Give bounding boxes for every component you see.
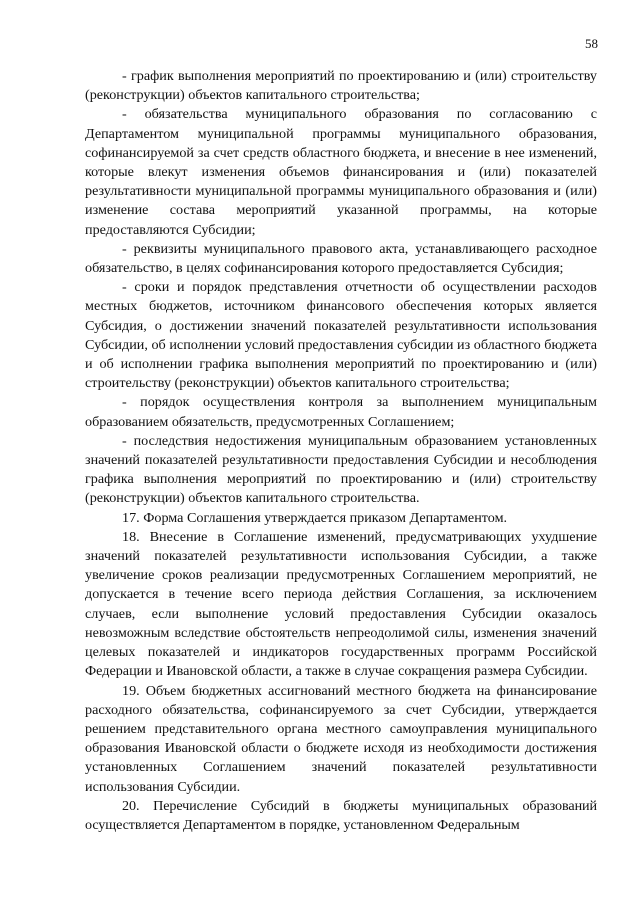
paragraph-reporting-terms: - сроки и порядок представления отчетности об осуществлении расходов местных бюджетов, источником финансового обеспечения которых является Субсидия, о достижении значений показателей результативности использования Субсидии, об исполнении условий предоставления субсидии из областного бюджета и об исполнении графика выполнения мероприятий по проектированию и (или) строительству (реконструкции) объектов капитального строительства;	[85, 279, 597, 392]
document-body	[85, 67, 597, 835]
page-number: 58	[585, 36, 598, 51]
paragraph-20: 20. Перечисление Субсидий в бюджеты муниципальных образований осуществляется Департаментом в порядке, установленном Федеральным	[85, 797, 597, 833]
paragraph-consequences: - последствия недостижения муниципальным образованием установленных значений показателей результативности предоставления Субсидии и несоблюдения графика выполнения мероприятий по проектированию и (или) строительству (реконструкции) объектов капитального строительства.	[85, 432, 597, 507]
paragraph-schedule: - график выполнения мероприятий по проектированию и (или) строительству (реконструкции) объектов капитального строительства;	[85, 68, 597, 104]
paragraph-control-procedure: - порядок осуществления контроля за выполнением муниципальным образованием обязательств, предусмотренных Соглашением;	[85, 394, 597, 430]
paragraph-obligations: - обязательства муниципального образования по согласованию с Департаментом муниципальной программы муниципального образования, софинансируемой за счет средств областного бюджета, и внесение в нее изменений, которые влекут изменения объемов финансирования и (или) показателей результативности муниципальной программы муниципального образования и (или) изменение состава мероприятий указанной программы, на которые предоставляются Субсидии;	[85, 106, 597, 238]
paragraph-18: 18. Внесение в Соглашение изменений, предусматривающих ухудшение значений показателей результативности использования Субсидии, а также увеличение сроков реализации предусмотренных Соглашением мероприятий, не допускается в течение всего периода действия Соглашения, за исключением случаев, если выполнение условий предоставления Субсидии оказалось невозможным вследствие обстоятельств непреодолимой силы, изменения значений целевых показателей и индикаторов государственных программ Российской Федерации и Ивановской области, а также в случае сокращения размера Субсидии.	[85, 528, 597, 680]
paragraph-17: 17. Форма Соглашения утверждается приказом Департаментом.	[122, 509, 508, 526]
paragraph-legal-act-details: - реквизиты муниципального правового акта, устанавливающего расходное обязательство, в целях софинансирования которого предоставляется Субсидия;	[85, 240, 597, 277]
paragraph-19: 19. Объем бюджетных ассигнований местного бюджета на финансирование расходного обязательства, софинансируемого за счет Субсидии, утверждается решением представительного органа местного самоуправления муниципального образования Ивановской области о бюджете исходя из необходимости достижения установленных Соглашением значений показателей результативности использования Субсидии.	[85, 682, 597, 795]
